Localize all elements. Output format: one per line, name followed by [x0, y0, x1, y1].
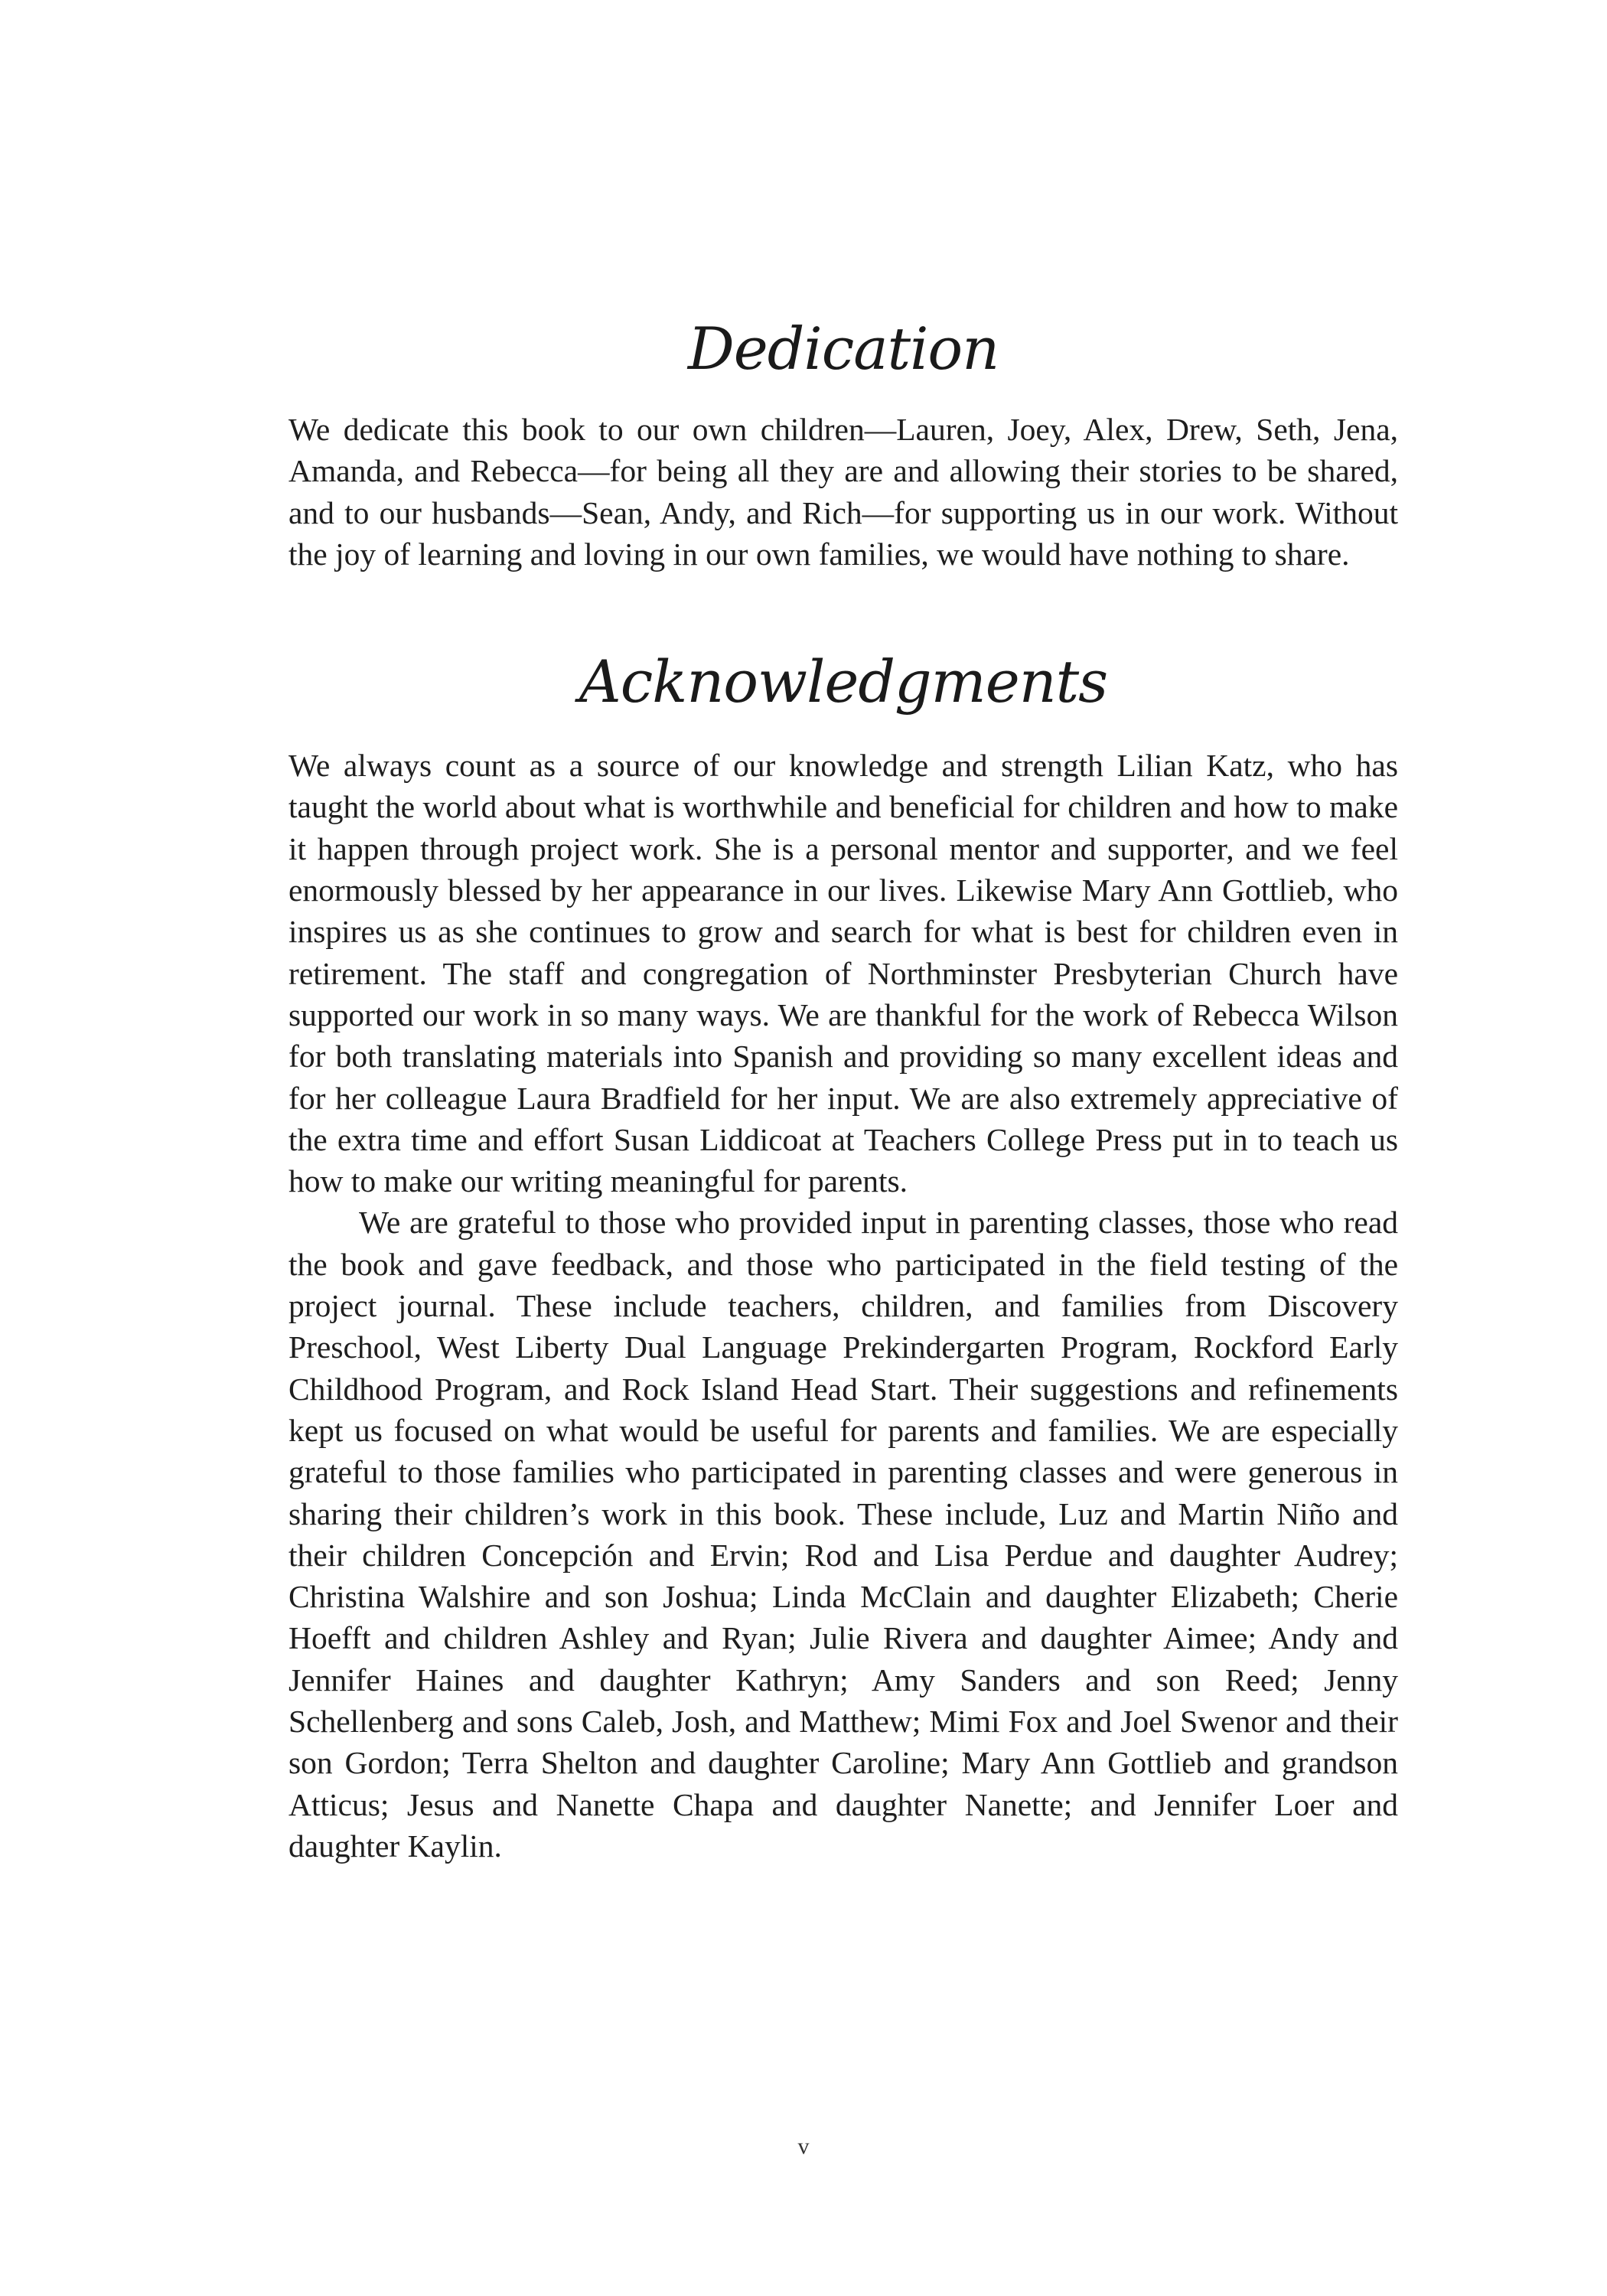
dedication-paragraph: We dedicate this book to our own children—Lauren, Joey, Alex, Drew, Seth, Jena, Amanda, and Rebecca—for being all they are and allowing their stories to be shared, and to our husbands—Sean, Andy, and Rich—for supporting us in our work. Without the joy of learning and loving in our own families, we would have nothing to share.: [288, 412, 1398, 572]
page-number: v: [797, 2134, 810, 2159]
page-content: [288, 306, 1398, 1867]
acknowledgments-heading: Acknowledgments: [579, 647, 1108, 716]
acknowledgments-paragraph-1: We always count as a source of our knowledge and strength Lilian Katz, who has taught the world about what is worthwhile and beneficial for children and how to make it happen through project work. She is a personal mentor and supporter, and we feel enormously blessed by her appearance in our lives. Likewise Mary Ann Gottlieb, who inspires us as she continues to grow and search for what is best for children even in retirement. The staff and congregation of Northminster Presbyterian Church have supported our work in so many ways. We are thankful for the work of Rebecca Wilson for both translating materials into Spanish and providing so many excellent ideas and for her colleague Laura Bradfield for her input. We are also extremely appreciative of the extra time and effort Susan Liddicoat at Teachers College Press put in to teach us how to make our writing meaningful for parents.: [288, 748, 1398, 1199]
dedication-heading: Dedication: [687, 315, 999, 383]
acknowledgments-paragraph-2: We are grateful to those who provided input in parenting classes, those who read the book and gave feedback, and those who participated in the field testing of the project journal. These include teachers, children, and families from Discovery Preschool, West Liberty Dual Language Prekindergarten Program, Rockford Early Childhood Program, and Rock Island Head Start. Their suggestions and refinements kept us focused on what would be useful for parents and families. We are especially grateful to those families who participated in parenting classes and were generous in sharing their children’s work in this book. These include, Luz and Martin Niño and their children Concepción and Ervin; Rod and Lisa Perdue and daughter Audrey; Christina Walshire and son Joshua; Linda McClain and daughter Elizabeth; Cherie Hoefft and children Ashley and Ryan; Julie Rivera and daughter Aimee; Andy and Jennifer Haines and daughter Kathryn; Amy Sanders and son Reed; Jenny Schellenberg and sons Caleb, Josh, and Matthew; Mimi Fox and Joel Swenor and their son Gordon; Terra Shelton and daughter Caroline; Mary Ann Gottlieb and grandson Atticus; Jesus and Nanette Chapa and daughter Nanette; and Jennifer Loer and daughter Kaylin.: [288, 1205, 1398, 1864]
